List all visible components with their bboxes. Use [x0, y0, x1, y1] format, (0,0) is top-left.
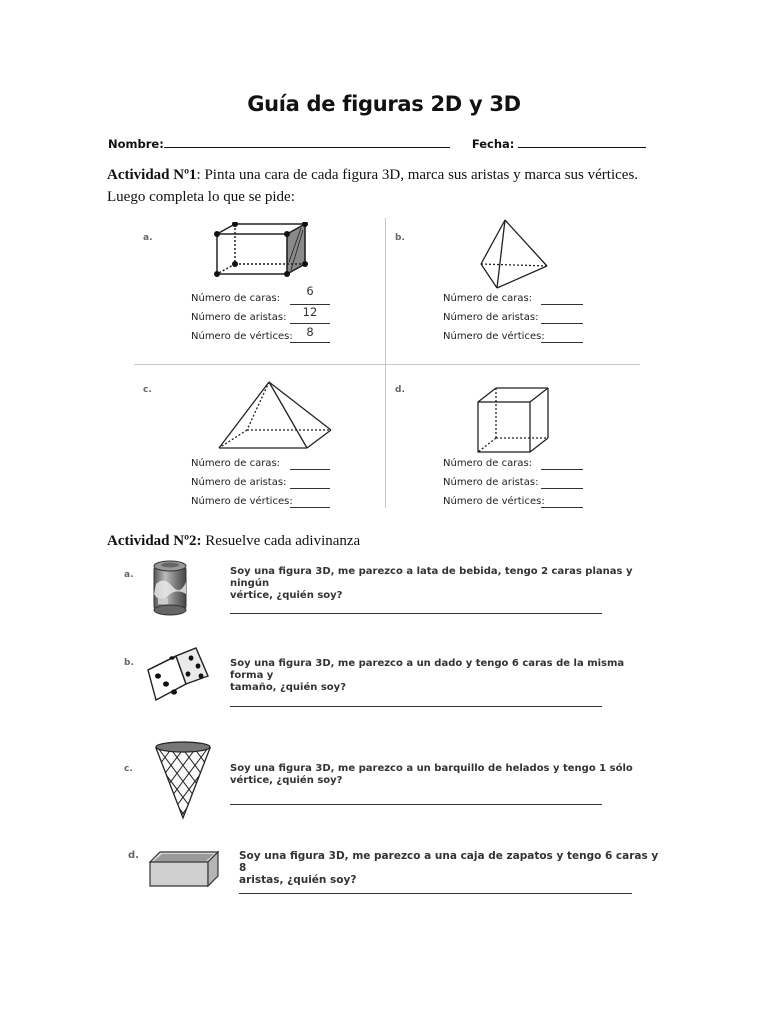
figure-a-letter: a.	[143, 233, 153, 243]
riddle-d-line1: Soy una figura 3D, me parezco a una caja de zapatos y tengo 6 caras y 8	[239, 850, 659, 874]
square-pyramid-figure	[215, 380, 337, 452]
c-vertices-label: Número de vértices:	[191, 496, 293, 507]
c-vertices-line[interactable]	[290, 506, 330, 508]
ice-cream-cone-icon	[154, 740, 212, 820]
riddle-b-line1: Soy una figura 3D, me parezco a un dado y tengo 6 caras de la misma forma y	[230, 658, 625, 681]
triangular-pyramid-figure	[475, 218, 555, 294]
nombre-field[interactable]	[164, 136, 450, 148]
d-vertices-line[interactable]	[541, 506, 583, 508]
figure-c-letter: c.	[143, 385, 152, 395]
riddle-c-answer-line[interactable]	[230, 803, 602, 805]
a-aristas-line[interactable]	[290, 322, 330, 324]
a-vertices-answer: 8	[306, 325, 314, 339]
b-vertices-line[interactable]	[541, 341, 583, 343]
actividad1-text	[107, 164, 647, 208]
b-caras-label: Número de caras:	[443, 293, 533, 304]
riddle-b-letter: b.	[124, 658, 134, 668]
d-vertices-label: Número de vértices:	[443, 496, 545, 507]
b-vertices-label: Número de vértices:	[443, 331, 545, 342]
actividad2-text	[107, 530, 647, 552]
fecha-label: Fecha:	[471, 137, 515, 151]
riddle-a-letter: a.	[124, 570, 134, 580]
actividad1-instruction: : Pinta una cara de cada figura 3D, marca sus aristas y marca sus vértices. Luego completa lo que se pide:	[107, 167, 639, 205]
grid-horizontal-divider	[134, 364, 640, 365]
riddle-c-letter: c.	[124, 764, 133, 774]
actividad1-heading: Actividad Nº1	[107, 167, 197, 183]
riddle-b-text	[230, 658, 650, 694]
riddle-d-letter: d.	[128, 850, 139, 861]
d-caras-label: Número de caras:	[443, 458, 533, 469]
riddle-c-text	[230, 763, 650, 787]
riddle-d-line2: aristas, ¿quién soy?	[239, 874, 357, 886]
c-aristas-label: Número de aristas:	[191, 477, 287, 488]
grid-vertical-divider	[385, 218, 386, 508]
a-caras-label: Número de caras:	[191, 293, 281, 304]
riddle-c-line2: vértice, ¿quién soy?	[230, 775, 343, 786]
name-date-row	[108, 136, 646, 151]
actividad2-heading: Actividad Nº2:	[107, 533, 202, 549]
a-aristas-answer: 12	[302, 305, 318, 319]
a-vertices-line[interactable]	[290, 341, 330, 343]
riddle-b-line2: tamaño, ¿quién soy?	[230, 682, 346, 693]
rectangular-prism-figure	[205, 222, 315, 284]
cube-figure	[474, 384, 554, 456]
dice-icon	[146, 646, 212, 704]
b-aristas-label: Número de aristas:	[443, 312, 539, 323]
riddle-a-line2: vértice, ¿quién soy?	[230, 590, 343, 601]
d-aristas-label: Número de aristas:	[443, 477, 539, 488]
riddle-a-text	[230, 566, 650, 602]
can-icon	[150, 558, 190, 616]
nombre-label: Nombre:	[108, 137, 164, 151]
d-aristas-line[interactable]	[541, 487, 583, 489]
c-caras-label: Número de caras:	[191, 458, 281, 469]
riddle-d-text	[239, 850, 659, 886]
riddle-a-line1: Soy una figura 3D, me parezco a lata de bebida, tengo 2 caras planas y ningún	[230, 566, 633, 589]
shoebox-icon	[148, 848, 220, 890]
a-aristas-label: Número de aristas:	[191, 312, 287, 323]
b-aristas-line[interactable]	[541, 322, 583, 324]
a-caras-answer: 6	[306, 284, 314, 298]
page-title: Guía de figuras 2D y 3D	[247, 92, 521, 116]
riddle-a-answer-line[interactable]	[230, 612, 602, 614]
a-vertices-label: Número de vértices:	[191, 331, 293, 342]
c-aristas-line[interactable]	[290, 487, 330, 489]
figure-b-letter: b.	[395, 233, 405, 243]
d-caras-line[interactable]	[541, 468, 583, 470]
riddle-d-answer-line[interactable]	[239, 892, 632, 894]
fecha-field[interactable]	[518, 136, 646, 148]
riddle-c-line1: Soy una figura 3D, me parezco a un barquillo de helados y tengo 1 sólo	[230, 763, 633, 774]
c-caras-line[interactable]	[290, 468, 330, 470]
b-caras-line[interactable]	[541, 303, 583, 305]
riddle-b-answer-line[interactable]	[230, 705, 602, 707]
figure-d-letter: d.	[395, 385, 405, 395]
actividad2-instruction: Resuelve cada adivinanza	[201, 533, 361, 549]
